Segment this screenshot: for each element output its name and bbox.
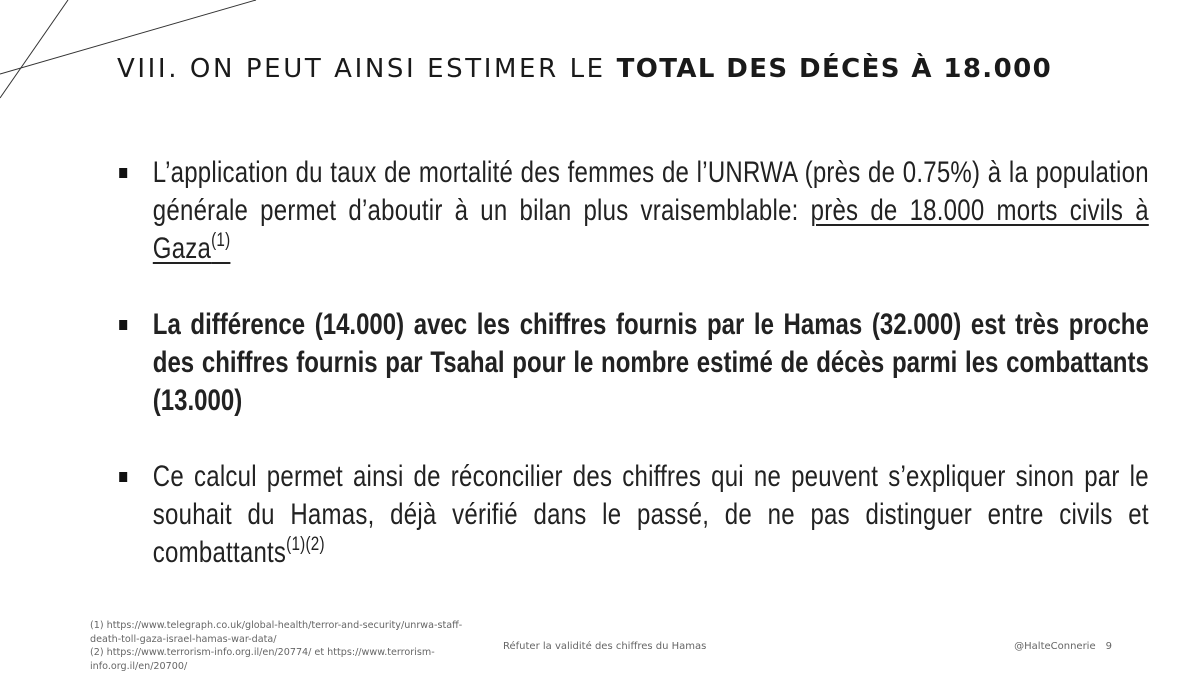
bullet-text (153, 154, 1149, 268)
slide-title-bold: TOTAL DES DÉCÈS À 18.000 (616, 54, 1053, 84)
bullet-text: La différence (14.000) avec les chiffres fournis par le Hamas (32.000) est très proche des chiffres fournis par Tsahal pour le nombre estimé de décès parmi les combattants (13.000) (152, 308, 1149, 417)
square-bullet-icon (119, 472, 127, 482)
footer-center-text: Réfuter la validité des chiffres du Hamas (503, 641, 707, 652)
bullet-item (116, 154, 1149, 268)
bullet-item (116, 306, 1149, 420)
bullet-list (116, 154, 1149, 572)
bullet-emphasis-text: près de 18.000 morts civils à Gaza (152, 194, 1149, 265)
bullet-text-main: L’application du taux de mortalité des femmes de l’UNRWA (près de 0.75%) à la population générale permet d’aboutir à un bilan plus vraisemblable: (152, 156, 1149, 227)
footnote-ref: (1) (211, 230, 231, 251)
page-number: 9 (1105, 641, 1112, 652)
footnote-ref: (1)(2) (286, 534, 325, 555)
slide-title-regular: VIII. ON PEUT AINSI ESTIMER LE (117, 54, 617, 84)
footer-handle: @HalteConnerie (1014, 641, 1096, 652)
square-bullet-icon (119, 320, 127, 330)
slide-title (117, 50, 1157, 88)
footnotes (90, 619, 470, 673)
footnote-2: (2) https://www.terrorism-info.org.il/en/20774/ et https://www.terrorism-info.org.il/en/20700/ (90, 647, 435, 672)
footer-right (1014, 641, 1112, 652)
bullet-item (116, 458, 1149, 572)
bullet-text (153, 458, 1149, 572)
footnote-1: (1) https://www.telegraph.co.uk/global-health/terror-and-security/unrwa-staff-death-toll-gaza-israel-hamas-war-data/ (90, 620, 463, 645)
square-bullet-icon (119, 168, 127, 178)
bullet-text-main: Ce calcul permet ainsi de réconcilier des chiffres qui ne peuvent s’expliquer sinon par le souhait du Hamas, déjà vérifié dans le passé, de ne pas distinguer entre civils et combattants (152, 460, 1149, 569)
